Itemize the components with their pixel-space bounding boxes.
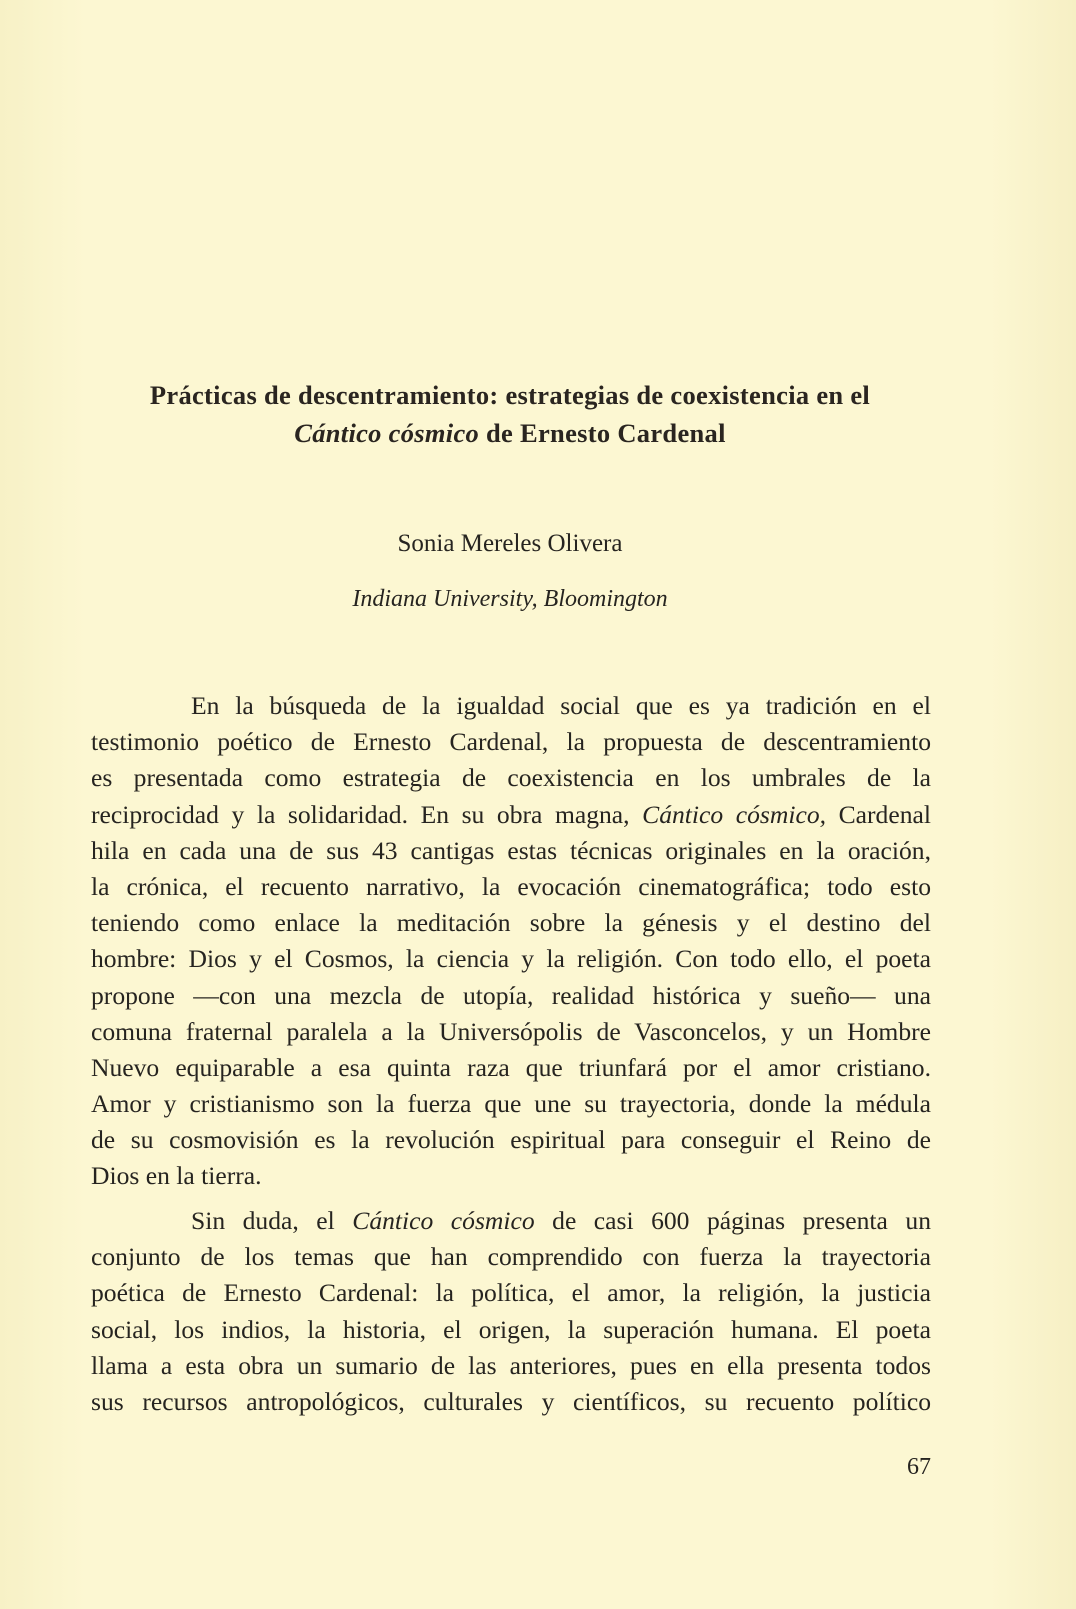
title-line-2 (90, 414, 930, 452)
paragraph-1-line: En la búsqueda de la igualdad social que es ya tradición en el (191, 691, 931, 720)
text-run: reciprocidad y la solidaridad. En su obra magna, (91, 799, 643, 829)
paragraph-1-line: hila en cada una de sus 43 cantigas estas técnicas originales en la oración, (91, 835, 931, 865)
paragraph-1-line: Dios en la tierra. (91, 1161, 262, 1191)
paragraph-2-line: sus recursos antropológicos, culturales y científicos, su recuento político (91, 1386, 931, 1416)
title-line-2-rest: de Ernesto Cardenal (479, 418, 726, 448)
text-run: Sin duda, el (191, 1206, 353, 1235)
paragraph-1-line: Nuevo equiparable a esa quinta raza que triunfará por el amor cristiano. (91, 1052, 931, 1082)
work-title-italic: Cántico cósmico, (642, 799, 827, 829)
author-name: Sonia Mereles Olivera (397, 530, 623, 557)
paragraph-2-line: social, los indios, la historia, el origen, la superación humana. El poeta (91, 1314, 931, 1344)
page-number: 67 (907, 1454, 931, 1480)
paragraph-1-line: Amor y cristianismo son la fuerza que une su trayectoria, donde la médula (91, 1089, 931, 1119)
work-title-italic: Cántico cósmico (352, 1206, 535, 1235)
author-affiliation: Indiana University, Bloomington (352, 586, 668, 612)
paragraph-2-line: conjunto de los temas que han comprendido con fuerza la trayectoria (91, 1242, 931, 1272)
text-run: de casi 600 páginas presenta un (534, 1206, 931, 1235)
paragraph-2-line: poética de Ernesto Cardenal: la política, el amor, la religión, la justicia (91, 1278, 931, 1308)
paragraph-1-line (91, 797, 931, 833)
paragraph-2-line (91, 1203, 931, 1239)
title-line-1: Prácticas de descentramiento: estrategias de coexistencia en el (149, 380, 871, 410)
paragraph-1 (91, 688, 931, 1195)
paragraph-1-line: teniendo como enlace la meditación sobre la génesis y el destino del (91, 908, 931, 938)
title-work-name: Cántico cósmico (294, 418, 480, 448)
paragraph-1-line: de su cosmovisión es la revolución espiritual para conseguir el Reino de (91, 1125, 931, 1155)
text-run: Cardenal (826, 799, 931, 829)
paragraph-2-line: llama a esta obra un sumario de las anteriores, pues en ella presenta todos (91, 1350, 931, 1380)
paragraph-1-line: hombre: Dios y el Cosmos, la ciencia y la religión. Con todo ello, el poeta (91, 944, 931, 974)
article-title (90, 376, 930, 452)
paragraph-1-line: la crónica, el recuento narrativo, la evocación cinematográfica; todo esto (91, 871, 931, 901)
paragraph-2 (91, 1203, 931, 1420)
paragraph-1-line: comuna fraternal paralela a la Universópolis de Vasconcelos, y un Hombre (91, 1016, 931, 1046)
paragraph-1-line: propone —con una mezcla de utopía, realidad histórica y sueño— una (91, 980, 931, 1010)
paragraph-1-line: testimonio poético de Ernesto Cardenal, la propuesta de descentramiento (91, 727, 931, 757)
paragraph-1-line: es presentada como estrategia de coexistencia en los umbrales de la (91, 763, 931, 793)
